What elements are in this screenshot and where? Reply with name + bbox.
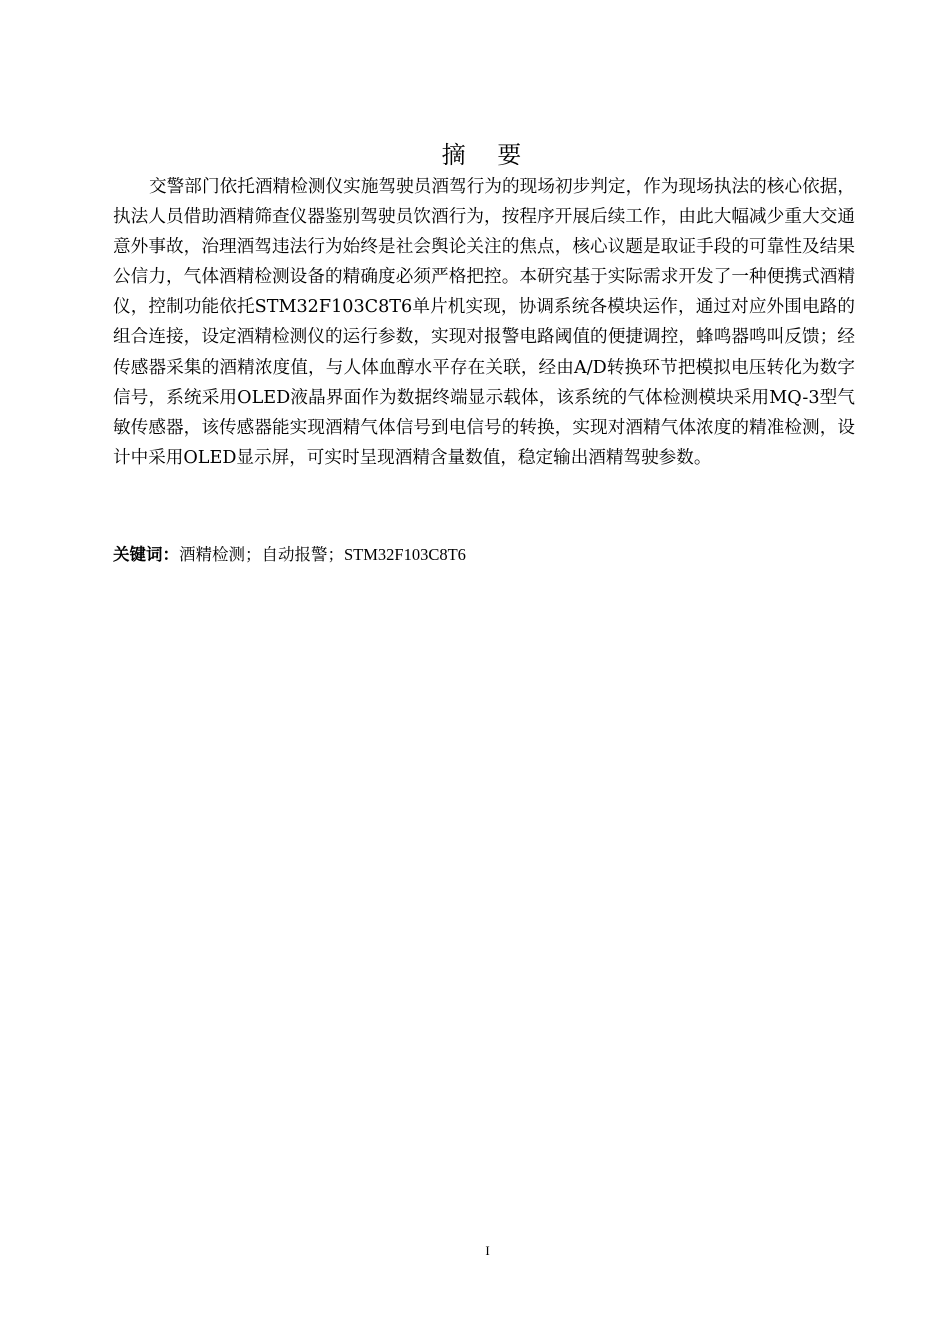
abstract-body: 交警部门依托酒精检测仪实施驾驶员酒驾行为的现场初步判定，作为现场执法的核心依据，执法人员借助酒精筛查仪器鉴别驾驶员饮酒行为，按程序开展后续工作，由此大幅减少重大交通意外事故，治理酒驾违法行为始终是社会舆论关注的焦点，核心议题是取证手段的可靠性及结果公信力，气体酒精检测设备的精确度必须严格把控。本研究基于实际需求开发了一种便携式酒精仪，控制功能依托STM32F103C8T6单片机实现，协调系统各模块运作，通过对应外围电路的组合连接，设定酒精检测仪的运行参数，实现对报警电路阈值的便捷调控，蜂鸣器鸣叫反馈；经传感器采集的酒精浓度值，与人体血醇水平存在关联，经由A/D转换环节把模拟电压转化为数字信号，系统采用OLED液晶界面作为数据终端显示载体，该系统的气体检测模块采用MQ-3型气敏传感器，该传感器能实现酒精气体信号到电信号的转换，实现对酒精气体浓度的精准检测，设计中采用OLED显示屏，可实时呈现酒精含量数值，稳定输出酒精驾驶参数。 — [113, 177, 855, 468]
keywords-label: 关键词： — [113, 545, 179, 564]
keywords-values: 酒精检测；自动报警； — [179, 545, 344, 564]
page-number: I — [485, 1243, 490, 1258]
keywords-code: STM32F103C8T6 — [344, 545, 466, 564]
abstract-title: 摘 要 — [441, 141, 534, 169]
keywords-line — [113, 540, 855, 570]
